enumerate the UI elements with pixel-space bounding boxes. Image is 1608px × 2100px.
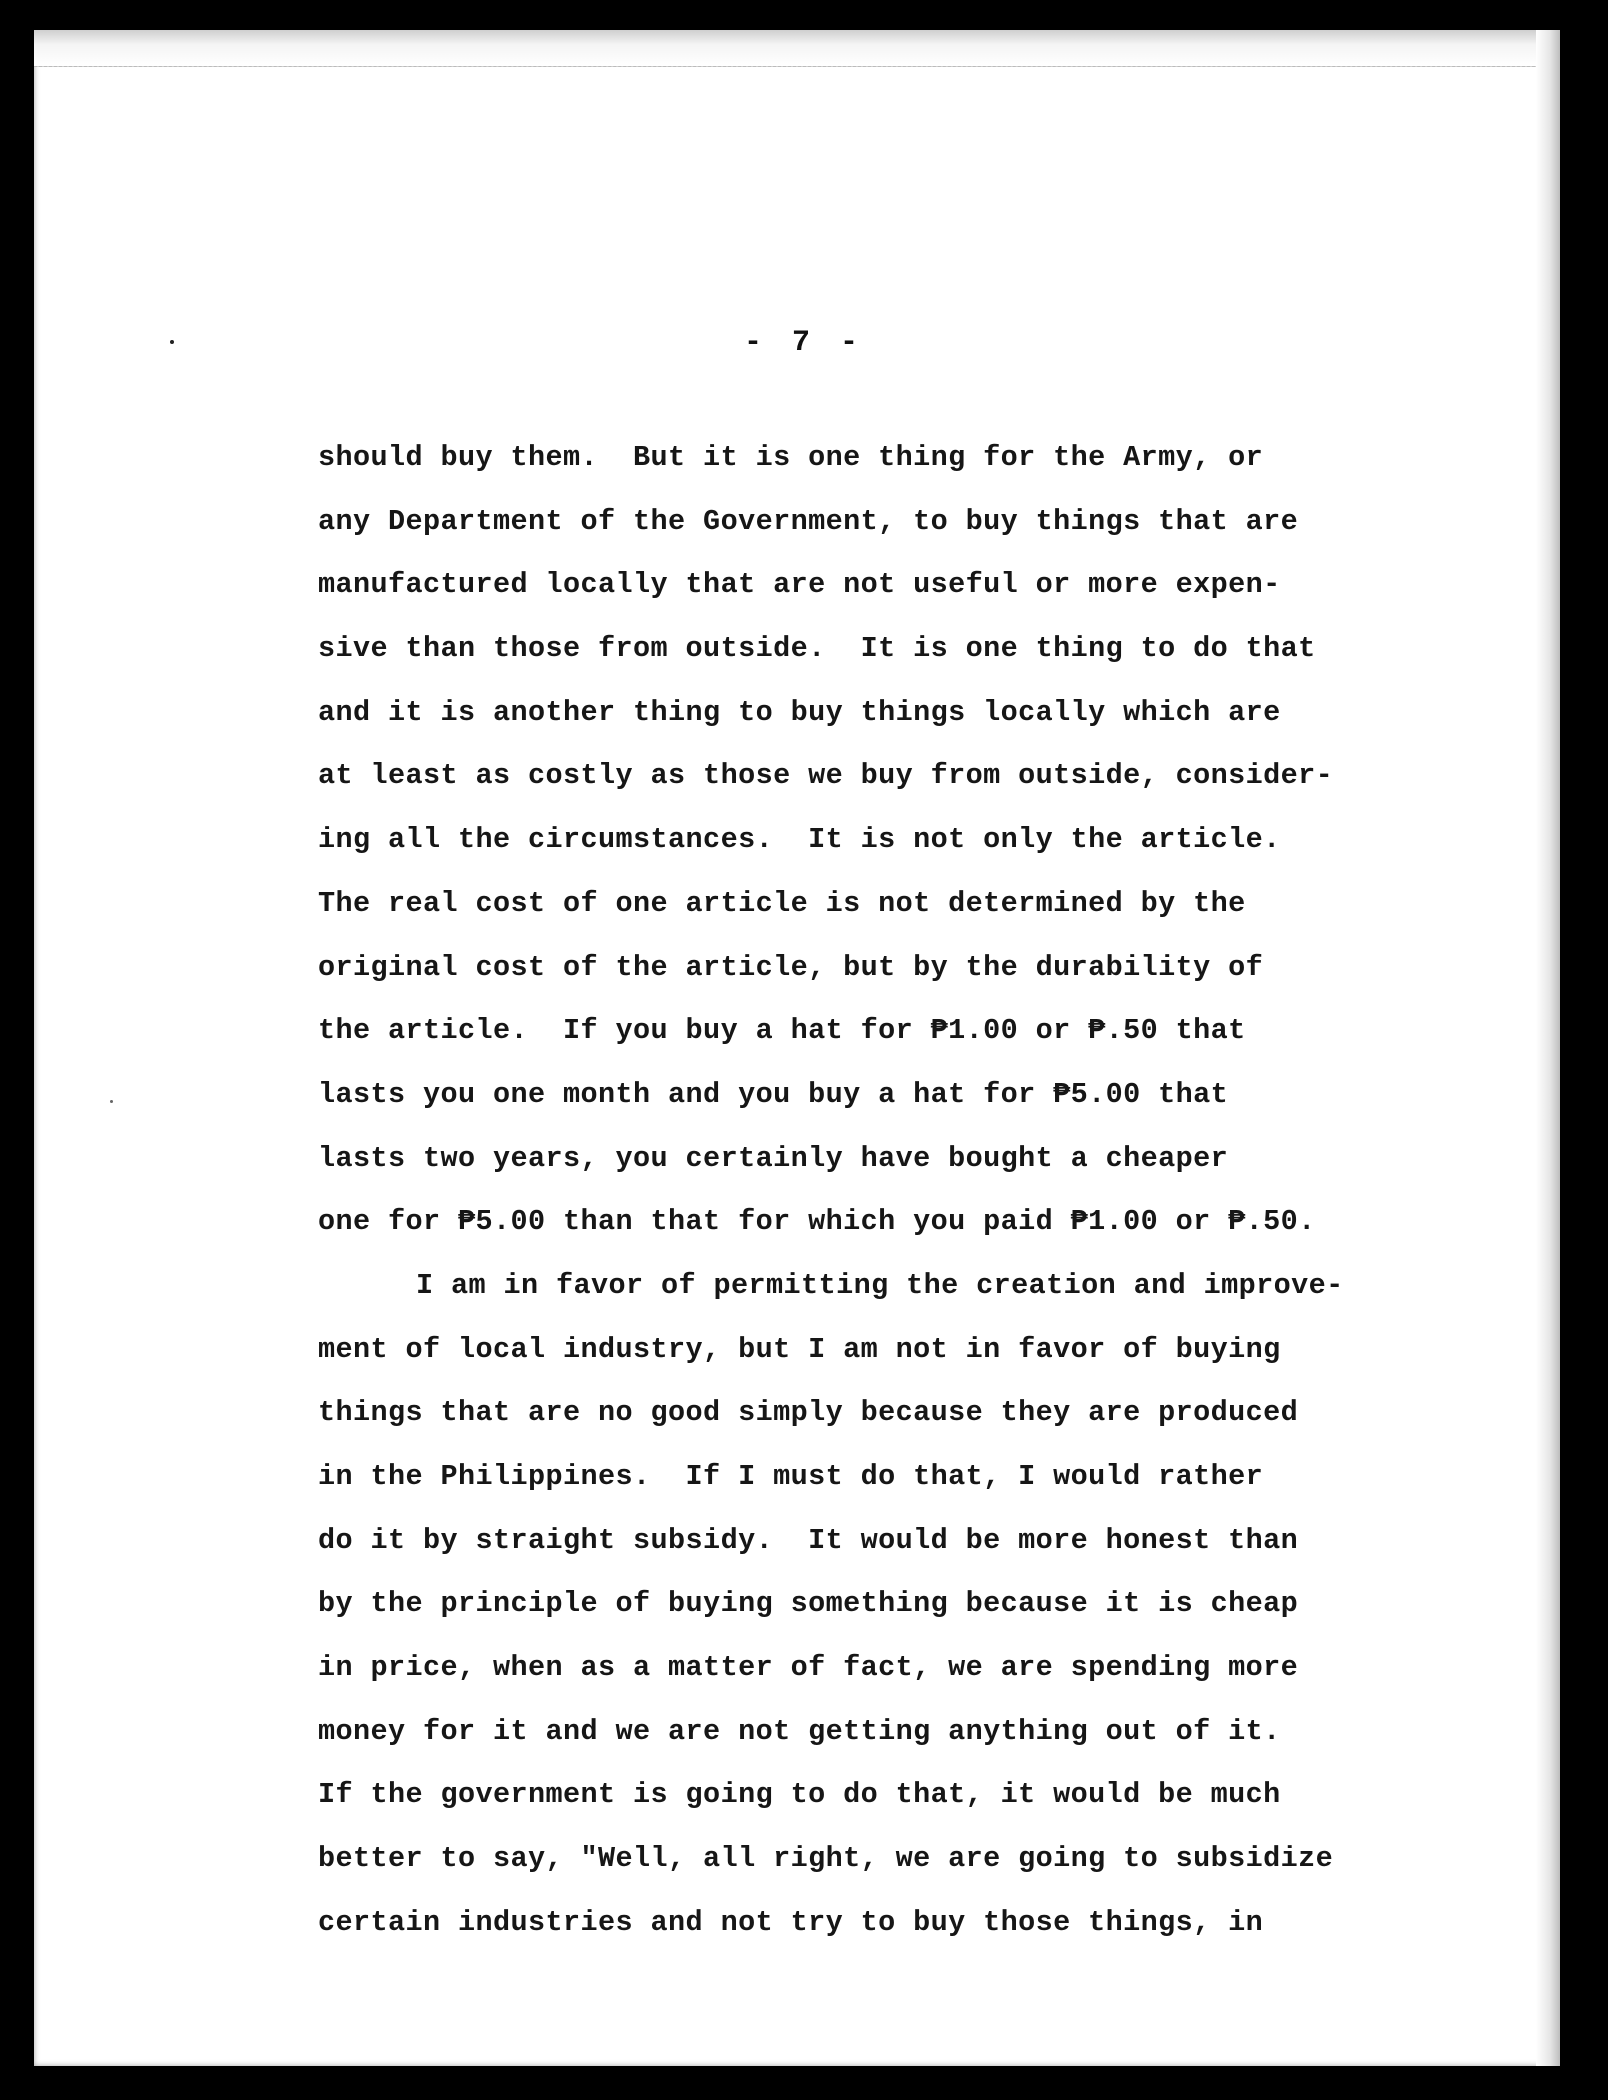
- text-line: lasts you one month and you buy a hat for ₱5.00 that: [318, 1077, 1229, 1111]
- text-line: The real cost of one article is not determined by the: [318, 886, 1246, 920]
- text-line: one for ₱5.00 than that for which you paid ₱1.00 or ₱.50.: [318, 1205, 1316, 1239]
- text-line: the article. If you buy a hat for ₱1.00 or ₱.50 that: [318, 1014, 1246, 1048]
- text-line: any Department of the Government, to buy things that are: [318, 504, 1299, 538]
- text-line: money for it and we are not getting anything out of it.: [318, 1714, 1281, 1748]
- body-text: [318, 426, 1478, 1955]
- text-line: by the principle of buying something because it is cheap: [318, 1587, 1299, 1621]
- text-line: certain industries and not try to buy those things, in: [318, 1905, 1264, 1939]
- text-line: better to say, "Well, all right, we are going to subsidize: [318, 1842, 1334, 1876]
- text-line: ing all the circumstances. It is not only the article.: [318, 823, 1281, 857]
- text-line: If the government is going to do that, it would be much: [318, 1778, 1281, 1812]
- text-line: sive than those from outside. It is one thing to do that: [318, 632, 1316, 666]
- paper-top-edge: [34, 30, 1560, 67]
- text-line: things that are no good simply because they are produced: [318, 1396, 1299, 1430]
- text-line: ment of local industry, but I am not in favor of buying: [318, 1332, 1281, 1366]
- text-line: I am in favor of permitting the creation and improve-: [416, 1268, 1344, 1302]
- ink-speck: [110, 1100, 113, 1103]
- text-line: and it is another thing to buy things locally which are: [318, 695, 1281, 729]
- text-line: do it by straight subsidy. It would be more honest than: [318, 1523, 1299, 1557]
- text-line: original cost of the article, but by the durability of: [318, 950, 1264, 984]
- text-line: at least as costly as those we buy from outside, consider-: [318, 759, 1334, 793]
- text-line: in the Philippines. If I must do that, I would rather: [318, 1460, 1264, 1493]
- text-line: should buy them. But it is one thing for the Army, or: [318, 441, 1264, 474]
- text-line: in price, when as a matter of fact, we are spending more: [318, 1651, 1299, 1685]
- page-number: - 7 -: [743, 326, 864, 360]
- text-line: manufactured locally that are not useful or more expen-: [318, 568, 1281, 602]
- text-line: lasts two years, you certainly have bought a cheaper: [318, 1141, 1229, 1175]
